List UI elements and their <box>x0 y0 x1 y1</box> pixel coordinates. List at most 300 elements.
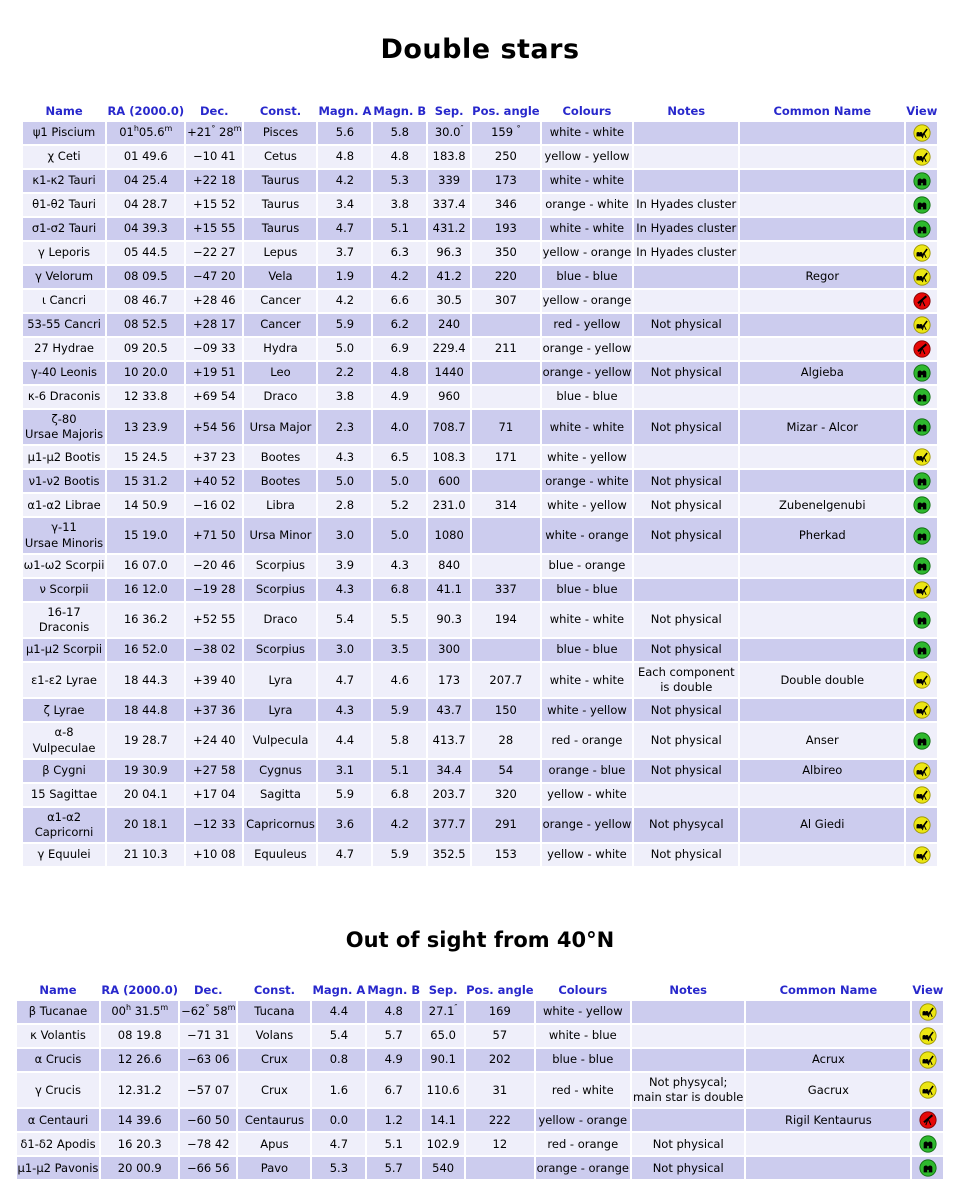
cell-name: ζ Lyrae <box>23 699 106 721</box>
cell-pos_angle: 169 <box>466 1001 533 1023</box>
cell-dec: −57 07 <box>180 1073 236 1107</box>
table-row <box>23 723 938 757</box>
cell-ra: 20 18.1 <box>107 808 184 842</box>
cell-ra: 08 46.7 <box>107 290 184 312</box>
table-row <box>23 242 938 264</box>
cell-magn_b: 5.2 <box>373 494 426 516</box>
cell-common_name: Acrux <box>746 1049 910 1071</box>
cell-magn_b: 4.8 <box>367 1001 420 1023</box>
cell-notes <box>634 266 738 288</box>
column-header-dec: Dec. <box>180 982 236 999</box>
cell-ra: 09 20.5 <box>107 338 184 360</box>
cell-colours: blue - blue <box>542 579 633 601</box>
binoculars-icon <box>913 641 931 659</box>
cell-constellation: Capricornus <box>244 808 316 842</box>
cell-pos_angle: 314 <box>472 494 539 516</box>
cell-magn_b: 5.0 <box>373 518 426 552</box>
binoculars-icon <box>913 196 931 214</box>
cell-sep: 229.4 <box>428 338 470 360</box>
column-header-colours: Colours <box>542 103 633 120</box>
cell-pos_angle: 71 <box>472 410 539 444</box>
cell-ra: 20 00.9 <box>101 1157 178 1179</box>
table-row <box>23 844 938 866</box>
cell-pos_angle: 291 <box>472 808 539 842</box>
cell-dec: +21° 28$^m$ <box>186 122 242 144</box>
cell-magn_a: 4.7 <box>312 1133 365 1155</box>
table-row <box>23 639 938 661</box>
cell-ra: 12 26.6 <box>101 1049 178 1071</box>
cell-sep: 27.1″ <box>422 1001 464 1023</box>
cell-magn_b: 5.8 <box>373 723 426 757</box>
cell-colours: yellow - orange <box>542 242 633 264</box>
cell-colours: orange - yellow <box>542 808 633 842</box>
cell-constellation: Sagitta <box>244 784 316 806</box>
cell-view <box>906 242 937 264</box>
cell-pos_angle: 222 <box>466 1109 533 1131</box>
cell-common_name: Anser <box>740 723 904 757</box>
cell-dec: +22 18 <box>186 170 242 192</box>
cell-name: ν1-ν2 Bootis <box>23 470 106 492</box>
cell-view <box>906 494 937 516</box>
cell-sep: 1080 <box>428 518 470 552</box>
binoculars-telescope-icon <box>913 762 931 780</box>
cell-view <box>906 194 937 216</box>
cell-notes: Not physical <box>632 1133 744 1155</box>
cell-common_name: Algieba <box>740 362 904 384</box>
cell-ra: 14 39.6 <box>101 1109 178 1131</box>
cell-dec: −22 27 <box>186 242 242 264</box>
column-header-view: View <box>912 983 944 998</box>
cell-colours: orange - blue <box>542 760 633 782</box>
cell-magn_b: 4.8 <box>373 362 426 384</box>
cell-colours: orange - yellow <box>542 338 633 360</box>
cell-dec: +15 52 <box>186 194 242 216</box>
column-header-ra: RA (2000.0) <box>107 104 185 118</box>
cell-name: γ Crucis <box>17 1073 100 1107</box>
cell-ra: 21 10.3 <box>107 844 184 866</box>
cell-common_name <box>746 1133 910 1155</box>
cell-colours: white - white <box>542 663 633 697</box>
cell-constellation: Ursa Major <box>244 410 316 444</box>
page-title: Double stars <box>380 34 580 65</box>
cell-sep: 1440 <box>428 362 470 384</box>
cell-sep: 840 <box>428 555 470 577</box>
cell-dec: +27 58 <box>186 760 242 782</box>
cell-notes: Not physical <box>634 699 738 721</box>
cell-magn_b: 5.5 <box>373 603 426 637</box>
cell-constellation: Taurus <box>244 218 316 240</box>
table-row <box>17 1109 944 1131</box>
telescope-icon <box>913 340 931 358</box>
column-header-magn_b: Magn. B <box>367 983 421 998</box>
cell-sep: 960 <box>428 386 470 408</box>
cell-pos_angle <box>472 470 539 492</box>
cell-colours: white - yellow <box>542 446 633 468</box>
cell-view <box>912 1025 943 1047</box>
cell-magn_b: 6.8 <box>373 784 426 806</box>
cell-notes <box>632 1001 744 1023</box>
cell-pos_angle: 307 <box>472 290 539 312</box>
cell-magn_b: 3.5 <box>373 639 426 661</box>
cell-constellation: Lepus <box>244 242 316 264</box>
cell-dec: −60 50 <box>180 1109 236 1131</box>
cell-common_name <box>740 844 904 866</box>
cell-magn_b: 4.3 <box>373 555 426 577</box>
column-header-ra: RA (2000.0) <box>101 983 179 998</box>
cell-ra: 14 50.9 <box>107 494 184 516</box>
cell-magn_b: 5.0 <box>373 470 426 492</box>
cell-dec: −09 33 <box>186 338 242 360</box>
cell-colours: white - blue <box>536 1025 630 1047</box>
binoculars-icon <box>913 732 931 750</box>
cell-pos_angle: 31 <box>466 1073 533 1107</box>
cell-name: ν Scorpii <box>23 579 106 601</box>
cell-common_name <box>740 555 904 577</box>
table-row <box>23 290 938 312</box>
table-row <box>23 663 938 697</box>
cell-pos_angle <box>466 1157 533 1179</box>
out-of-sight-table <box>15 980 946 1181</box>
binoculars-icon <box>913 472 931 490</box>
cell-sep: 203.7 <box>428 784 470 806</box>
cell-constellation: Volans <box>238 1025 310 1047</box>
binoculars-telescope-icon <box>913 671 931 689</box>
cell-colours: white - white <box>542 603 633 637</box>
cell-view <box>906 146 937 168</box>
cell-magn_a: 5.0 <box>318 470 371 492</box>
cell-colours: blue - orange <box>542 555 633 577</box>
cell-constellation: Libra <box>244 494 316 516</box>
cell-dec: −62° 58$^m$ <box>180 1001 236 1023</box>
cell-constellation: Scorpius <box>244 639 316 661</box>
cell-notes: Not physical <box>634 844 738 866</box>
cell-ra: 04 39.3 <box>107 218 184 240</box>
cell-notes <box>634 170 738 192</box>
column-header-constellation: Const. <box>238 982 310 999</box>
cell-pos_angle: 350 <box>472 242 539 264</box>
cell-dec: −63 06 <box>180 1049 236 1071</box>
cell-notes: Not physical <box>634 760 738 782</box>
cell-view <box>906 760 937 782</box>
telescope-icon <box>919 1111 937 1129</box>
cell-notes <box>634 446 738 468</box>
cell-constellation: Scorpius <box>244 555 316 577</box>
cell-ra: 16 20.3 <box>101 1133 178 1155</box>
cell-pos_angle: 159 ° <box>472 122 539 144</box>
cell-colours: yellow - white <box>542 784 633 806</box>
column-header-common_name: Common Name <box>746 982 910 999</box>
cell-ra: 16 52.0 <box>107 639 184 661</box>
cell-common_name <box>740 338 904 360</box>
cell-magn_a: 1.9 <box>318 266 371 288</box>
cell-sep: 337.4 <box>428 194 470 216</box>
cell-constellation: Ursa Minor <box>244 518 316 552</box>
cell-dec: −12 33 <box>186 808 242 842</box>
cell-magn_a: 2.2 <box>318 362 371 384</box>
cell-magn_a: 4.3 <box>318 699 371 721</box>
cell-view <box>906 555 937 577</box>
table-row <box>23 314 938 336</box>
header-row <box>17 982 944 999</box>
cell-magn_a: 2.8 <box>318 494 371 516</box>
table-row <box>23 266 938 288</box>
cell-name: ψ1 Piscium <box>23 122 106 144</box>
cell-notes <box>634 579 738 601</box>
table-row <box>23 338 938 360</box>
cell-colours: blue - blue <box>542 266 633 288</box>
cell-magn_a: 5.3 <box>312 1157 365 1179</box>
cell-constellation: Cygnus <box>244 760 316 782</box>
cell-view <box>906 699 937 721</box>
cell-dec: −38 02 <box>186 639 242 661</box>
cell-name: 16-17 Draconis <box>23 603 106 637</box>
cell-view <box>906 470 937 492</box>
binoculars-telescope-icon <box>913 124 931 142</box>
table-row <box>23 446 938 468</box>
cell-magn_b: 5.7 <box>367 1025 420 1047</box>
column-header-pos_angle: Pos. angle <box>472 104 540 118</box>
cell-colours: orange - orange <box>536 1157 630 1179</box>
cell-magn_a: 3.4 <box>318 194 371 216</box>
cell-view <box>906 723 937 757</box>
cell-magn_a: 4.3 <box>318 579 371 601</box>
cell-name: μ1-μ2 Pavonis <box>17 1157 100 1179</box>
cell-constellation: Crux <box>238 1073 310 1107</box>
cell-notes: Not physical <box>634 470 738 492</box>
column-header-common_name: Common Name <box>740 103 904 120</box>
cell-notes: Not physical <box>634 494 738 516</box>
cell-ra: 15 24.5 <box>107 446 184 468</box>
cell-common_name <box>740 470 904 492</box>
cell-view <box>912 1049 943 1071</box>
binoculars-icon <box>913 557 931 575</box>
cell-constellation: Pisces <box>244 122 316 144</box>
cell-view <box>912 1001 943 1023</box>
cell-colours: orange - yellow <box>542 362 633 384</box>
cell-name: κ-6 Draconis <box>23 386 106 408</box>
cell-ra: 01$^h$05.6$^m$ <box>107 122 184 144</box>
cell-notes <box>632 1025 744 1047</box>
cell-dec: +37 23 <box>186 446 242 468</box>
cell-name: ω1-ω2 Scorpii <box>23 555 106 577</box>
cell-pos_angle: 320 <box>472 784 539 806</box>
cell-notes: Not physycal <box>634 808 738 842</box>
cell-dec: +24 40 <box>186 723 242 757</box>
binoculars-telescope-icon <box>913 786 931 804</box>
cell-view <box>912 1157 943 1179</box>
cell-name: ε1-ε2 Lyrae <box>23 663 106 697</box>
cell-sep: 431.2 <box>428 218 470 240</box>
table-row <box>23 362 938 384</box>
cell-ra: 00$^h$ 31.5$^m$ <box>101 1001 178 1023</box>
cell-dec: +28 46 <box>186 290 242 312</box>
cell-constellation: Scorpius <box>244 579 316 601</box>
cell-magn_b: 4.0 <box>373 410 426 444</box>
cell-constellation: Draco <box>244 603 316 637</box>
cell-name: σ1-σ2 Tauri <box>23 218 106 240</box>
cell-view <box>912 1073 943 1107</box>
binoculars-telescope-icon <box>913 268 931 286</box>
cell-name: χ Ceti <box>23 146 106 168</box>
table-row <box>23 386 938 408</box>
table-row <box>23 699 938 721</box>
cell-dec: +10 08 <box>186 844 242 866</box>
binoculars-telescope-icon <box>913 244 931 262</box>
binoculars-icon <box>913 388 931 406</box>
cell-pos_angle: 173 <box>472 170 539 192</box>
cell-pos_angle: 54 <box>472 760 539 782</box>
cell-constellation: Centaurus <box>238 1109 310 1131</box>
column-header-dec: Dec. <box>186 103 242 120</box>
cell-view <box>906 218 937 240</box>
cell-name: 15 Sagittae <box>23 784 106 806</box>
cell-magn_b: 4.8 <box>373 146 426 168</box>
cell-view <box>906 290 937 312</box>
cell-common_name: Pherkad <box>740 518 904 552</box>
cell-view <box>906 603 937 637</box>
cell-sep: 600 <box>428 470 470 492</box>
cell-magn_a: 3.9 <box>318 555 371 577</box>
cell-sep: 30.0″ <box>428 122 470 144</box>
column-header-colours: Colours <box>536 982 630 999</box>
cell-constellation: Hydra <box>244 338 316 360</box>
cell-dec: −71 31 <box>180 1025 236 1047</box>
cell-name: α Centauri <box>17 1109 100 1131</box>
cell-magn_b: 5.1 <box>373 760 426 782</box>
cell-view <box>906 410 937 444</box>
cell-ra: 08 09.5 <box>107 266 184 288</box>
cell-magn_b: 5.8 <box>373 122 426 144</box>
cell-ra: 15 31.2 <box>107 470 184 492</box>
cell-name: 27 Hydrae <box>23 338 106 360</box>
table-row <box>23 579 938 601</box>
cell-name: γ-11 Ursae Minoris <box>23 518 106 552</box>
cell-ra: 15 19.0 <box>107 518 184 552</box>
cell-ra: 18 44.3 <box>107 663 184 697</box>
cell-name: δ1-δ2 Apodis <box>17 1133 100 1155</box>
cell-magn_b: 1.2 <box>367 1109 420 1131</box>
cell-magn_b: 5.1 <box>367 1133 420 1155</box>
column-header-magn_a: Magn. A <box>312 983 366 998</box>
cell-pos_angle: 202 <box>466 1049 533 1071</box>
cell-magn_a: 3.8 <box>318 386 371 408</box>
binoculars-telescope-icon <box>913 316 931 334</box>
cell-dec: +15 55 <box>186 218 242 240</box>
cell-constellation: Cancer <box>244 314 316 336</box>
cell-magn_a: 5.9 <box>318 314 371 336</box>
cell-magn_a: 5.4 <box>312 1025 365 1047</box>
cell-notes: In Hyades cluster <box>634 218 738 240</box>
cell-dec: −16 02 <box>186 494 242 516</box>
cell-magn_a: 3.1 <box>318 760 371 782</box>
cell-pos_angle: 220 <box>472 266 539 288</box>
table-row <box>23 603 938 637</box>
table-row <box>23 760 938 782</box>
out-of-sight-body <box>17 1001 944 1179</box>
cell-magn_b: 5.1 <box>373 218 426 240</box>
table-row <box>23 146 938 168</box>
cell-ra: 18 44.8 <box>107 699 184 721</box>
table-row <box>23 194 938 216</box>
cell-name: ζ-80 Ursae Majoris <box>23 410 106 444</box>
cell-pos_angle <box>472 314 539 336</box>
cell-common_name: Rigil Kentaurus <box>746 1109 910 1131</box>
cell-dec: −19 28 <box>186 579 242 601</box>
cell-magn_a: 4.7 <box>318 218 371 240</box>
cell-name: κ Volantis <box>17 1025 100 1047</box>
cell-pos_angle: 193 <box>472 218 539 240</box>
table-row <box>23 218 938 240</box>
cell-colours: white - white <box>542 170 633 192</box>
cell-ra: 05 44.5 <box>107 242 184 264</box>
cell-constellation: Bootes <box>244 446 316 468</box>
cell-common_name: Gacrux <box>746 1073 910 1107</box>
table-row <box>23 122 938 144</box>
table-row <box>17 1025 944 1047</box>
cell-colours: blue - blue <box>542 639 633 661</box>
cell-magn_b: 6.5 <box>373 446 426 468</box>
cell-sep: 30.5 <box>428 290 470 312</box>
cell-common_name <box>746 1157 910 1179</box>
cell-pos_angle: 207.7 <box>472 663 539 697</box>
cell-magn_b: 4.9 <box>367 1049 420 1071</box>
cell-common_name <box>740 290 904 312</box>
cell-magn_a: 4.4 <box>318 723 371 757</box>
cell-dec: +19 51 <box>186 362 242 384</box>
cell-colours: yellow - white <box>542 844 633 866</box>
cell-name: α Crucis <box>17 1049 100 1071</box>
cell-view <box>906 338 937 360</box>
cell-dec: +69 54 <box>186 386 242 408</box>
cell-colours: red - yellow <box>542 314 633 336</box>
table-row <box>17 1133 944 1155</box>
cell-magn_b: 6.7 <box>367 1073 420 1107</box>
cell-ra: 08 52.5 <box>107 314 184 336</box>
cell-ra: 19 30.9 <box>107 760 184 782</box>
binoculars-telescope-icon <box>919 1081 937 1099</box>
cell-notes: In Hyades cluster <box>634 242 738 264</box>
cell-constellation: Pavo <box>238 1157 310 1179</box>
cell-magn_b: 4.2 <box>373 808 426 842</box>
cell-view <box>912 1109 943 1131</box>
cell-magn_b: 3.8 <box>373 194 426 216</box>
cell-common_name <box>740 639 904 661</box>
cell-ra: 16 07.0 <box>107 555 184 577</box>
cell-common_name <box>746 1025 910 1047</box>
cell-colours: white - yellow <box>542 494 633 516</box>
cell-notes <box>634 386 738 408</box>
cell-colours: orange - white <box>542 470 633 492</box>
cell-dec: −10 41 <box>186 146 242 168</box>
cell-name: α-8 Vulpeculae <box>23 723 106 757</box>
cell-view <box>906 266 937 288</box>
cell-name: γ Equulei <box>23 844 106 866</box>
cell-magn_b: 6.9 <box>373 338 426 360</box>
cell-notes: Not physycal; main star is double <box>632 1073 744 1107</box>
cell-sep: 43.7 <box>428 699 470 721</box>
column-header-name: Name <box>17 982 100 999</box>
cell-view <box>906 579 937 601</box>
double-stars-table <box>21 101 940 868</box>
column-header-notes: Notes <box>634 103 738 120</box>
cell-notes <box>634 555 738 577</box>
page <box>0 34 960 1181</box>
cell-dec: +54 56 <box>186 410 242 444</box>
column-header-pos_angle: Pos. angle <box>466 983 534 998</box>
section-title-out-of-sight: Out of sight from 40°N <box>345 928 615 953</box>
cell-common_name <box>740 386 904 408</box>
column-header-view: View <box>906 104 938 118</box>
